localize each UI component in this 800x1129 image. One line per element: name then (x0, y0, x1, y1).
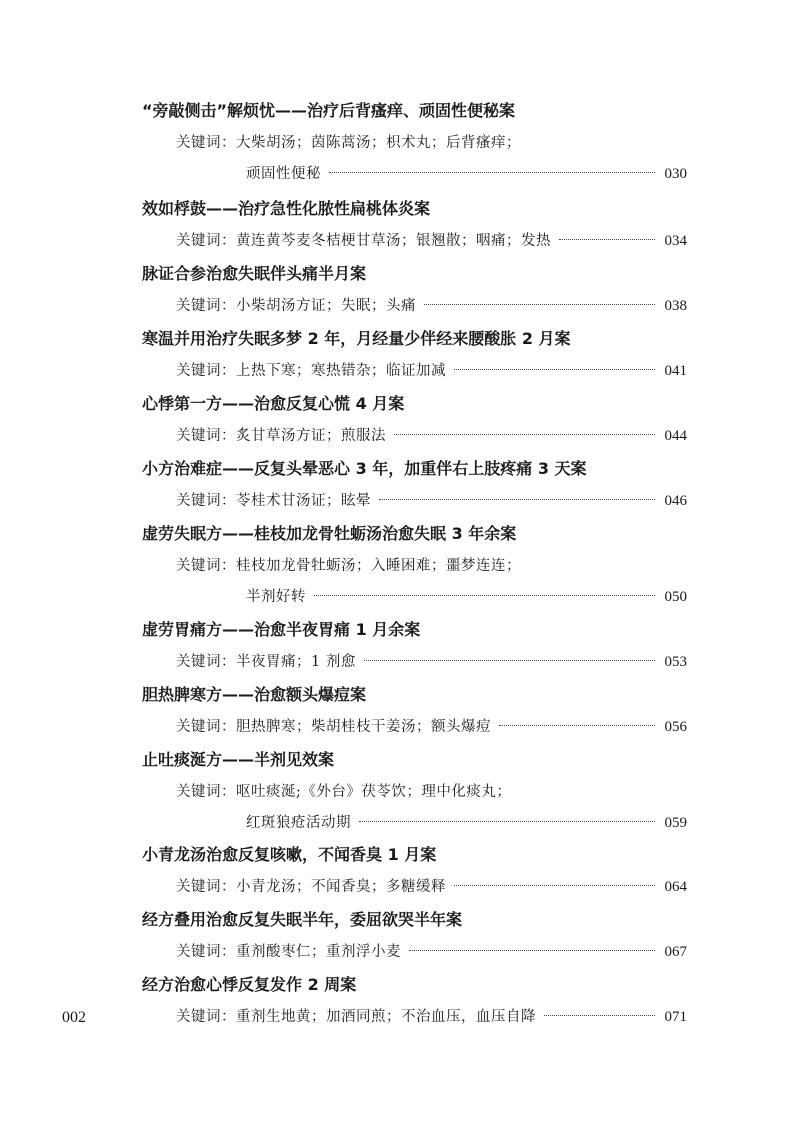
entry-page-number[interactable]: 030 (664, 166, 687, 182)
entry-page-number[interactable]: 034 (664, 233, 687, 249)
entry-title[interactable]: 心悸第一方——治愈反复心慌 4 月案 (142, 394, 405, 413)
dot-leader (454, 885, 655, 886)
dot-leader (454, 369, 655, 370)
entry-title[interactable]: 寒温并用治疗失眠多梦 2 年，月经量少伴经来腰酸胀 2 月案 (142, 329, 571, 348)
keywords-text: 关键词：苓桂术甘汤证；眩晕 (176, 493, 371, 509)
keywords-text: 关键词：小柴胡汤方证；失眠；头痛 (176, 298, 416, 314)
keywords-line (176, 231, 687, 251)
dot-leader (559, 239, 655, 240)
dot-leader (394, 434, 655, 435)
entry-title[interactable]: “旁敲侧击”解烦忧——治疗后背瘙痒、顽固性便秘案 (142, 101, 516, 120)
entry-title[interactable]: 虚劳失眠方——桂枝加龙骨牡蛎汤治愈失眠 3 年余案 (142, 524, 517, 543)
entry-title[interactable]: 小方治难症——反复头晕恶心 3 年，加重伴右上肢疼痛 3 天案 (142, 459, 587, 478)
keywords-line (176, 813, 687, 833)
keywords-line (176, 652, 687, 672)
keywords-text: 半剂好转 (246, 589, 306, 605)
keywords-line (176, 1007, 687, 1027)
keywords-line (176, 942, 687, 962)
keywords-text: 关键词：黄连黄芩麦冬桔梗甘草汤；银翘散；咽痛；发热 (176, 233, 551, 249)
entry-page-number[interactable]: 041 (664, 363, 687, 379)
entry-title[interactable]: 止吐痰涎方——半剂见效案 (142, 750, 335, 769)
dot-leader (314, 595, 655, 596)
dot-leader (359, 821, 655, 822)
entry-page-number[interactable]: 046 (664, 493, 687, 509)
keywords-text: 关键词：呕吐痰涎;《外台》茯苓饮；理中化痰丸； (176, 784, 512, 800)
keywords-text: 红斑狼疮活动期 (246, 815, 351, 831)
keywords-text: 关键词：炙甘草汤方证；煎服法 (176, 428, 386, 444)
entry-title[interactable]: 脉证合参治愈失眠伴头痛半月案 (142, 264, 367, 283)
entry-page-number[interactable]: 067 (664, 944, 687, 960)
entry-page-number[interactable]: 071 (664, 1009, 687, 1025)
entry-title[interactable]: 小青龙汤治愈反复咳嗽，不闻香臭 1 月案 (142, 845, 437, 864)
page-number: 002 (62, 1009, 86, 1026)
keywords-line (176, 361, 687, 381)
keywords-line (176, 782, 687, 802)
keywords-text: 关键词：半夜胃痛；1 剂愈 (176, 654, 356, 670)
entry-title[interactable]: 经方叠用治愈反复失眠半年，委屈欲哭半年案 (142, 910, 463, 929)
keywords-text: 顽固性便秘 (246, 166, 321, 182)
keywords-text: 关键词：上热下寒；寒热错杂；临证加减 (176, 363, 446, 379)
entry-title[interactable]: 胆热脾寒方——治愈额头爆痘案 (142, 685, 367, 704)
dot-leader (379, 499, 655, 500)
dot-leader (409, 950, 655, 951)
keywords-line (176, 717, 687, 737)
keywords-text: 关键词：重剂生地黄；加酒同煎；不治血压，血压自降 (176, 1009, 536, 1025)
entry-title[interactable]: 经方治愈心悸反复发作 2 周案 (142, 975, 357, 994)
dot-leader (544, 1015, 655, 1016)
dot-leader (329, 172, 655, 173)
keywords-text: 关键词：重剂酸枣仁；重剂浮小麦 (176, 944, 401, 960)
dot-leader (424, 304, 655, 305)
entry-title[interactable]: 虚劳胃痛方——治愈半夜胃痛 1 月余案 (142, 620, 421, 639)
entry-page-number[interactable]: 050 (664, 589, 687, 605)
entry-title[interactable]: 效如桴鼓——治疗急性化脓性扁桃体炎案 (142, 199, 431, 218)
keywords-line (176, 426, 687, 446)
keywords-line (176, 491, 687, 511)
keywords-text: 关键词：小青龙汤；不闻香臭；多糖缓释 (176, 879, 446, 895)
keywords-text: 关键词：胆热脾寒；柴胡桂枝干姜汤；额头爆痘 (176, 719, 491, 735)
dot-leader (364, 660, 655, 661)
keywords-line (176, 556, 687, 576)
keywords-text: 关键词：大柴胡汤；茵陈蒿汤；枳术丸；后背瘙痒； (176, 135, 521, 151)
entry-page-number[interactable]: 053 (664, 654, 687, 670)
entry-page-number[interactable]: 064 (664, 879, 687, 895)
keywords-line (176, 587, 687, 607)
keywords-line (176, 164, 687, 184)
entry-page-number[interactable]: 056 (664, 719, 687, 735)
entry-page-number[interactable]: 038 (664, 298, 687, 314)
keywords-line (176, 133, 687, 153)
entry-page-number[interactable]: 044 (664, 428, 687, 444)
keywords-line (176, 877, 687, 897)
dot-leader (499, 725, 655, 726)
keywords-text: 关键词：桂枝加龙骨牡蛎汤；入睡困难；噩梦连连； (176, 558, 521, 574)
entry-page-number[interactable]: 059 (664, 815, 687, 831)
keywords-line (176, 296, 687, 316)
